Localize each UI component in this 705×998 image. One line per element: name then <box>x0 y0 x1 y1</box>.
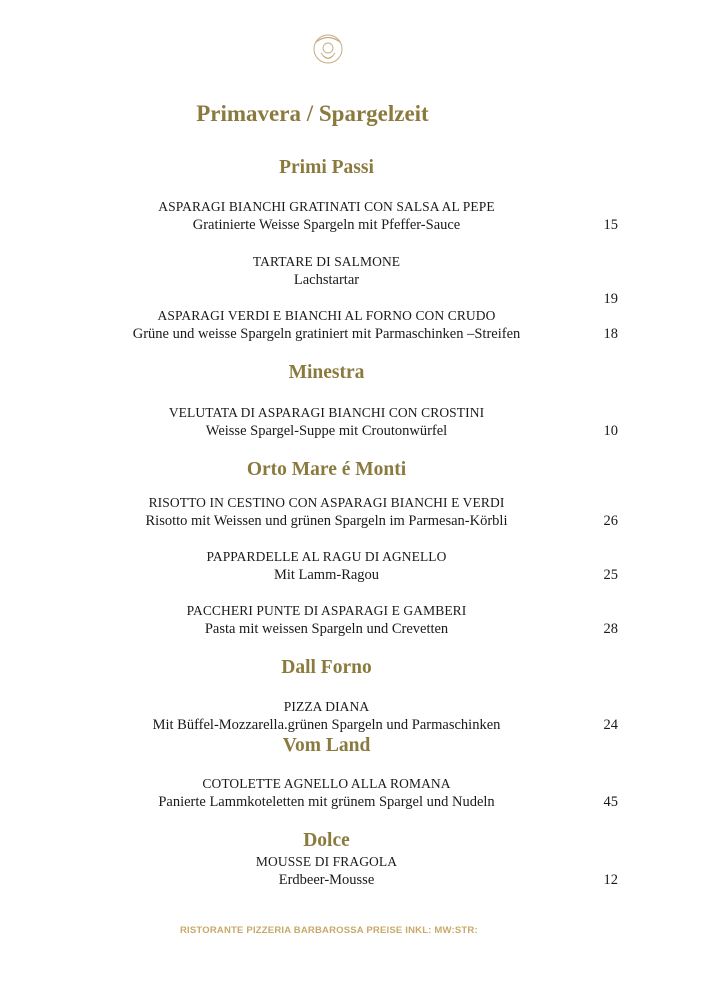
item-german-name: Mit Büffel-Mozzarella.grünen Spargeln und Parmaschinken <box>152 717 501 733</box>
footer-text: RISTORANTE PIZZERIA BARBAROSSA PREISE INKL: MW:STR: <box>180 925 478 936</box>
item-german-name: Pasta mit weissen Spargeln und Crevetten <box>204 621 449 637</box>
section-title-dall-forno: Dall Forno <box>281 657 372 678</box>
item-german-name: Gratinierte Weisse Spargeln mit Pfeffer-Sauce <box>192 217 461 233</box>
barbarossa-logo-icon <box>311 31 345 65</box>
item-price: 26 <box>603 513 618 529</box>
section-title-primi-passi: Primi Passi <box>279 157 374 178</box>
item-price: 15 <box>603 217 618 233</box>
section-title-minestra: Minestra <box>288 362 365 383</box>
item-price: 18 <box>603 326 618 342</box>
item-italian-name: VELUTATA DI ASPARAGI BIANCHI CON CROSTINI <box>168 405 485 420</box>
item-italian-name: PIZZA DIANA <box>283 699 370 714</box>
item-price: 12 <box>603 872 618 888</box>
item-german-name: Risotto mit Weissen und grünen Spargeln im Parmesan-Körbli <box>145 513 508 529</box>
item-italian-name: ASPARAGI BIANCHI GRATINATI CON SALSA AL PEPE <box>158 199 495 214</box>
section-title-dolce: Dolce <box>303 830 350 851</box>
menu-title: Primavera / Spargelzeit <box>196 101 429 126</box>
item-german-name: Panierte Lammkoteletten mit grünem Spargel und Nudeln <box>158 794 495 810</box>
item-german-name: Grüne und weisse Spargeln gratiniert mit Parmaschinken –Streifen <box>132 326 521 342</box>
item-german-name: Erdbeer-Mousse <box>278 872 375 888</box>
item-italian-name: ASPARAGI VERDI E BIANCHI AL FORNO CON CRUDO <box>157 308 496 323</box>
item-italian-name: RISOTTO IN CESTINO CON ASPARAGI BIANCHI E VERDI <box>148 495 505 510</box>
item-price: 28 <box>603 621 618 637</box>
item-price: 45 <box>603 794 618 810</box>
item-italian-name: COTOLETTE AGNELLO ALLA ROMANA <box>202 776 451 791</box>
item-german-name: Mit Lamm-Ragou <box>273 567 380 583</box>
item-german-name: Lachstartar <box>293 272 360 288</box>
item-italian-name: PAPPARDELLE AL RAGU DI AGNELLO <box>206 549 447 564</box>
item-price: 10 <box>603 423 618 439</box>
item-italian-name: MOUSSE DI FRAGOLA <box>255 854 398 869</box>
item-german-name: Weisse Spargel-Suppe mit Croutonwürfel <box>205 423 448 439</box>
item-price: 24 <box>603 717 618 733</box>
item-price: 19 <box>603 291 618 307</box>
section-title-vom-land: Vom Land <box>282 735 371 756</box>
section-title-orto-mare-e-monti: Orto Mare é Monti <box>246 459 407 480</box>
item-price: 25 <box>603 567 618 583</box>
item-italian-name: TARTARE DI SALMONE <box>252 254 401 269</box>
item-italian-name: PACCHERI PUNTE DI ASPARAGI E GAMBERI <box>186 603 467 618</box>
